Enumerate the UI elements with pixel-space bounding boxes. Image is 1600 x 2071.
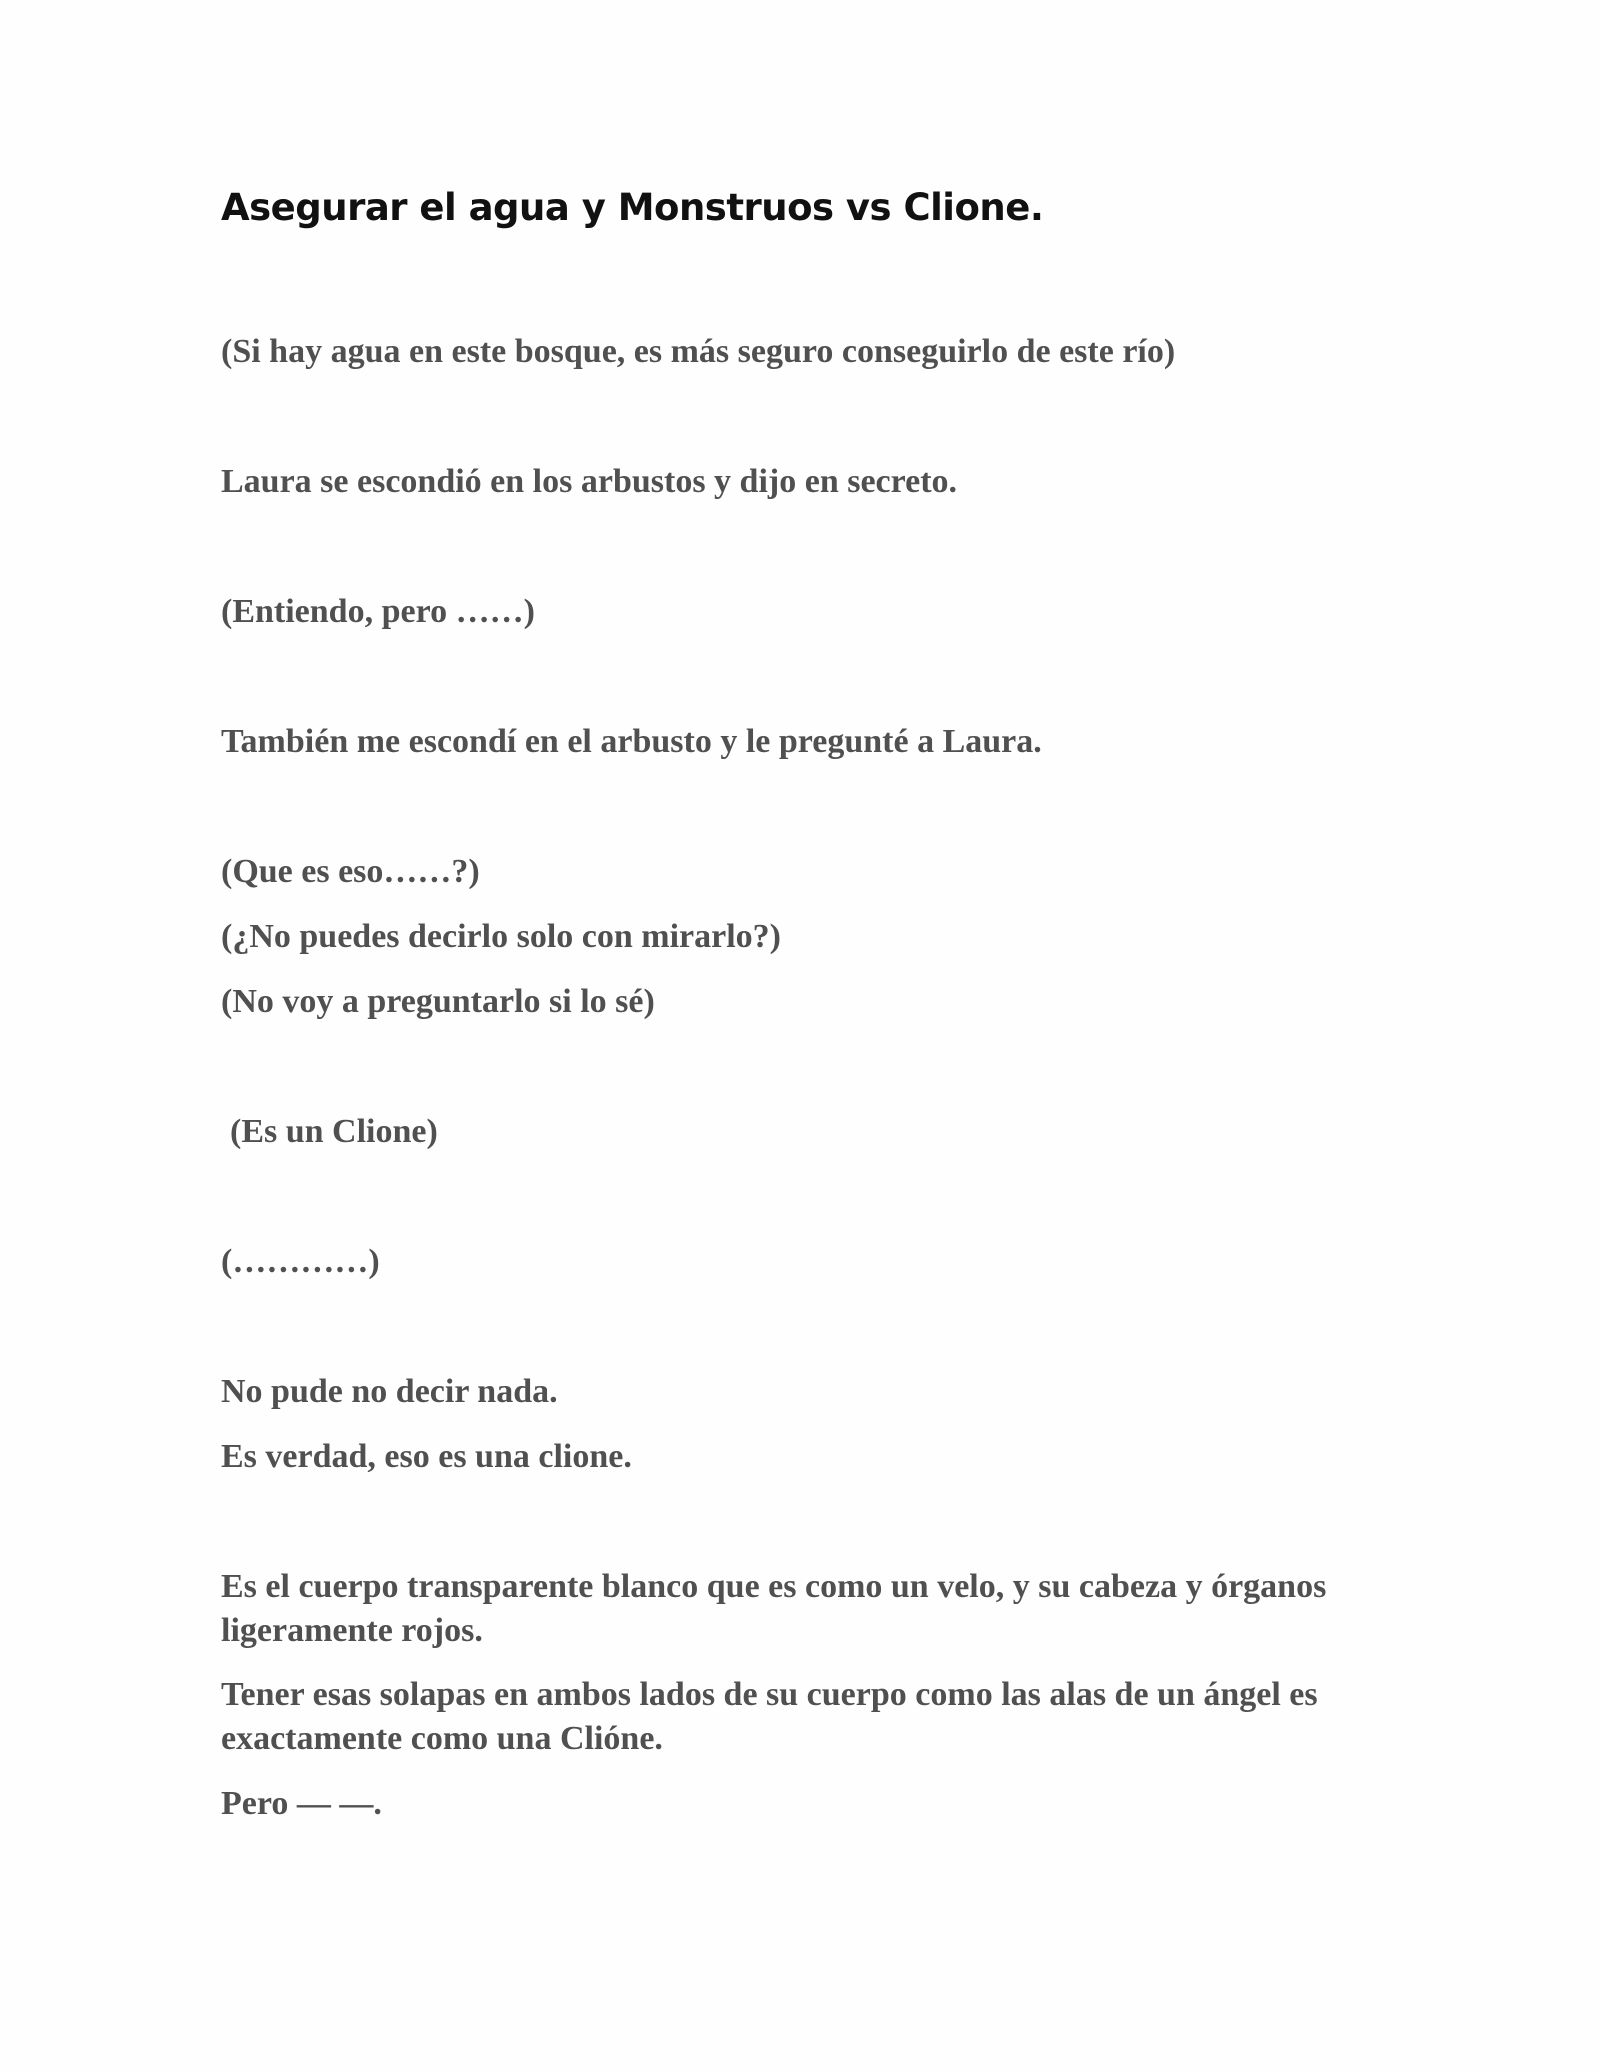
paragraph: (No voy a preguntarlo si lo sé) <box>221 983 655 1020</box>
paragraph: (Es un Clione) <box>230 1113 438 1150</box>
paragraph: Es verdad, eso es una clione. <box>221 1438 632 1475</box>
paragraph: (Si hay agua en este bosque, es más seguro conseguirlo de este río) <box>221 333 1176 370</box>
paragraph: Es el cuerpo transparente blanco que es como un velo, y su cabeza y órganos ligeramente rojos. <box>221 1568 1327 1649</box>
document-title: Asegurar el agua y Monstruos vs Clione. <box>221 186 1044 229</box>
paragraph: Pero ― ―. <box>221 1785 382 1822</box>
paragraph: No pude no decir nada. <box>221 1373 558 1410</box>
paragraph: (Entiendo, pero ……) <box>221 593 535 630</box>
paragraph: Tener esas solapas en ambos lados de su cuerpo como las alas de un ángel es exactamente como una Clióne. <box>221 1676 1318 1757</box>
paragraph: (Que es eso……?) <box>221 853 480 890</box>
paragraph: Laura se escondió en los arbustos y dijo en secreto. <box>221 463 958 500</box>
paragraph: También me escondí en el arbusto y le pregunté a Laura. <box>221 723 1042 760</box>
paragraph: (¿No puedes decirlo solo con mirarlo?) <box>221 918 781 955</box>
paragraph: (…………) <box>221 1243 380 1280</box>
